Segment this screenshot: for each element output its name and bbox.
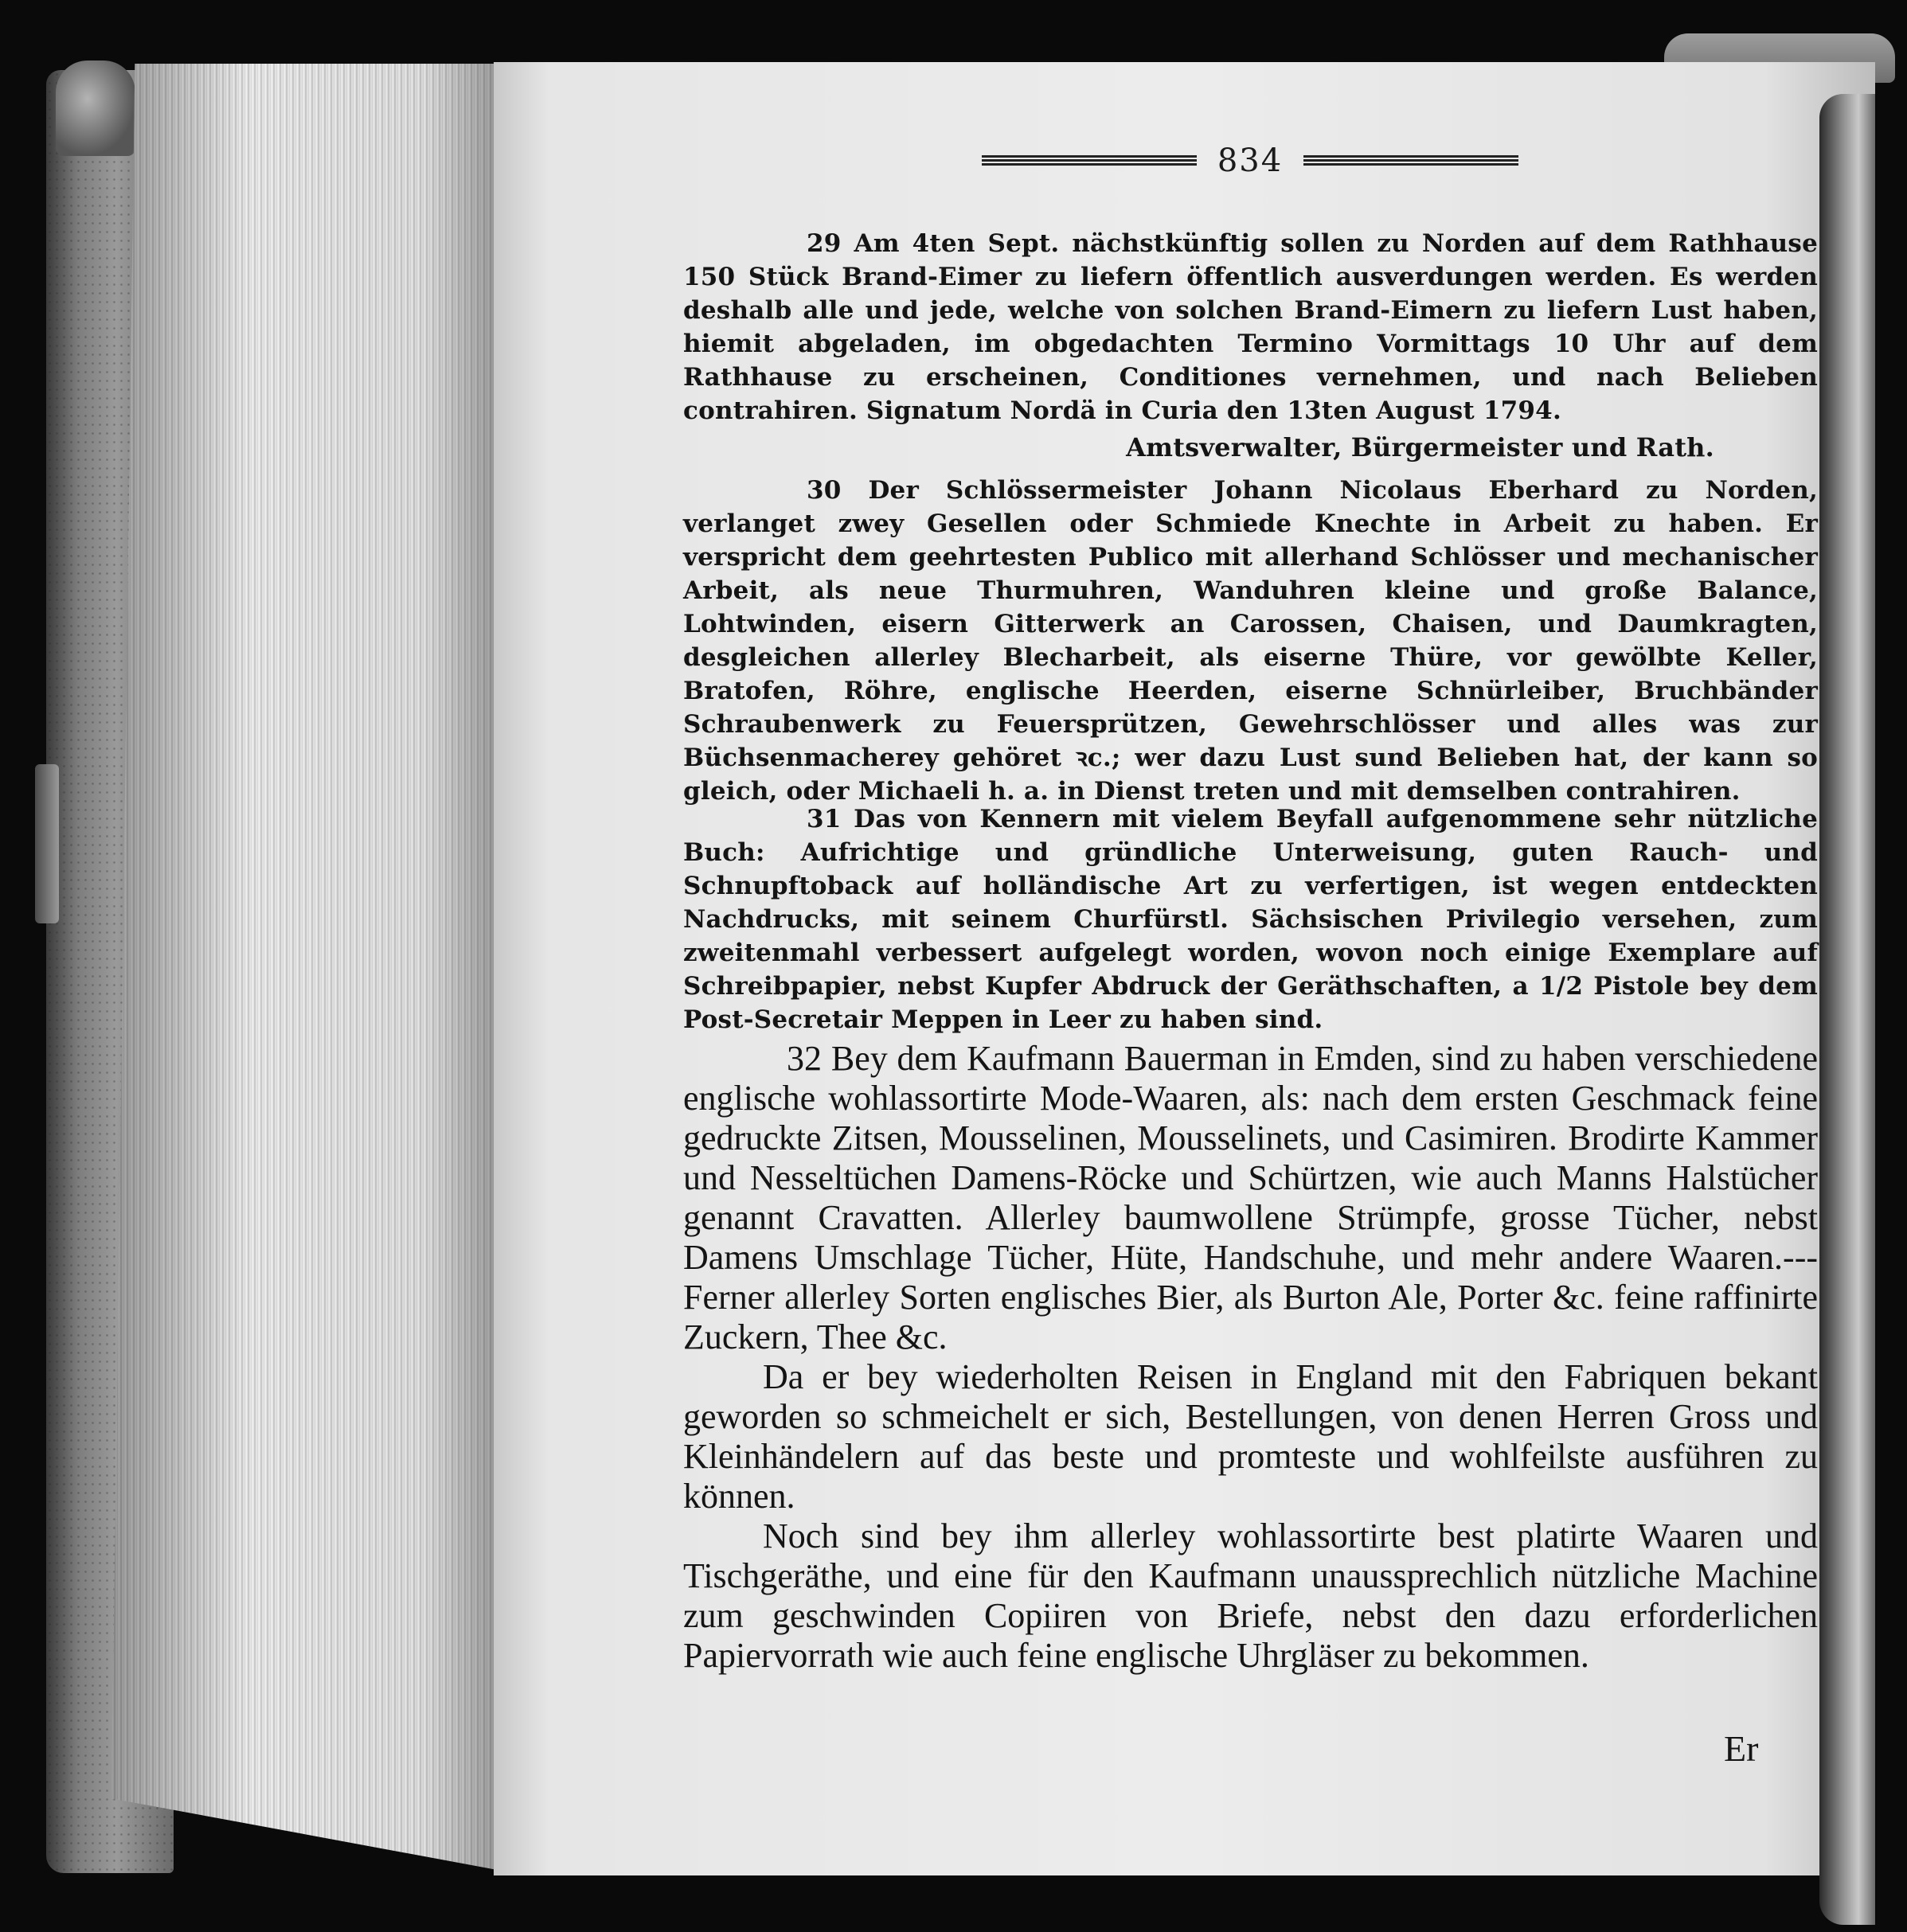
notice-31 (683, 802, 1818, 1036)
spine-cap (56, 60, 135, 156)
header-rule-left (982, 155, 1197, 166)
page-curl (1819, 94, 1875, 1925)
notice-32-para-1: 32 Bey dem Kaufmann Bauerman in Emden, sind zu haben verschiedene englische wohlassortirte Mode-Waaren, als: nach dem ersten Geschmack feine gedruckte Zitsen, Mousselinen, Mousselinets, und Casimiren. Brodirte Kammer und Nesseltüchen Damens-Röcke und Schürtzen, wie auch Manns Halstücher genannt Cravatten. Allerley baumwollene Strümpfe, grosse Tücher, nebst Damens Umschlage Tücher, Hüte, Handschuhe, und mehr andere Waaren.--- Ferner allerley Sorten englisches Bier, als Burton Ale, Porter &c. feine raffinirte Zuckern, Thee &c. (683, 1039, 1818, 1356)
notice-32 (683, 1039, 1818, 1676)
notice-30-text: 30 Der Schlössermeister Johann Nicolaus Eberhard zu Norden, verlanget zwey Gesellen oder Schmiede Knechte in Arbeit zu haben. Er verspricht dem geehrtesten Publico mit allerhand Schlösser und mechanischer Arbeit, als neue Thurmuhren, Wanduhren kleine und große Balance, Lohtwinden, eisern Gitterwerk an Carossen, Chaisen, und Daumkragten, desgleichen allerley Blecharbeit, als eiserne Thüre, vor gewölbte Keller, Bratofen, Röhre, englische Heerden, eiserne Schnürleiber, Bruchbänder Schraubenwerk zu Feuersprützen, Gewehrschlösser und alles was zur Büchsenmacherey gehöret ꝛc.; wer dazu Lust sund Belieben hat, der kann so gleich, oder Michaeli h. a. in Dienst treten und mit demselben contrahiren. (683, 476, 1818, 806)
notice-31-text: 31 Das von Kennern mit vielem Beyfall aufgenommene sehr nützliche Buch: Aufrichtige und gründliche Unterweisung, guten Rauch- und Schnupftoback auf holländische Art zu verfertigen, ist wegen entdeckten Nachdrucks, mit seinem Churfürstl. Sächsischen Privilegio versehen, zum zweitenmahl verbessert aufgelegt worden, wovon noch einige Exemplare auf Schreibpapier, nebst Kupfer Abdruck der Geräthschaften, a 1/2 Pistole bey dem Post-Secretair Meppen in Leer zu haben sind. (683, 805, 1818, 1034)
notice-32-para-3: Noch sind bey ihm allerley wohlassortirte best platirte Waaren und Tischgeräthe, und eine für den Kaufmann unaussprechlich nützliche Machine zum geschwinden Copiiren von Briefe, nebst den dazu erforderlichen Papiervorrath wie auch feine englische Uhrgläser zu bekommen. (683, 1516, 1818, 1675)
page-number: 834 (1217, 142, 1284, 179)
binding-clasp (35, 764, 59, 923)
notice-29-signature: Amtsverwalter, Bürgermeister und Rath. (1126, 432, 1714, 463)
catchword: Er (1724, 1728, 1759, 1769)
notice-30 (683, 474, 1818, 808)
page-header (952, 137, 1549, 185)
notice-29-text: 29 Am 4ten Sept. nächstkünftig sollen zu Norden auf dem Rathhause 150 Stück Brand-Eimer zu liefern öffentlich ausverdungen werden. Es werden deshalb alle und jede, welche von solchen Brand-Eimern zu liefern Lust haben, hiemit abgeladen, im obgedachten Termino Vormittags 10 Uhr auf dem Rathhause zu erscheinen, Conditiones vernehmen, und nach Belieben contrahiren. Signatum Nordä in Curia den 13ten August 1794. (683, 229, 1818, 425)
notice-32-para-2: Da er bey wiederholten Reisen in England mit den Fabriquen bekant geworden so schmeichelt er sich, Bestellungen, von denen Herren Gross und Kleinhändelern auf das beste und promteste und wohlfeilste ausführen zu können. (683, 1357, 1818, 1516)
notice-29 (683, 227, 1818, 464)
page-edges-shadow (111, 64, 502, 1871)
header-rule-right (1303, 155, 1518, 166)
